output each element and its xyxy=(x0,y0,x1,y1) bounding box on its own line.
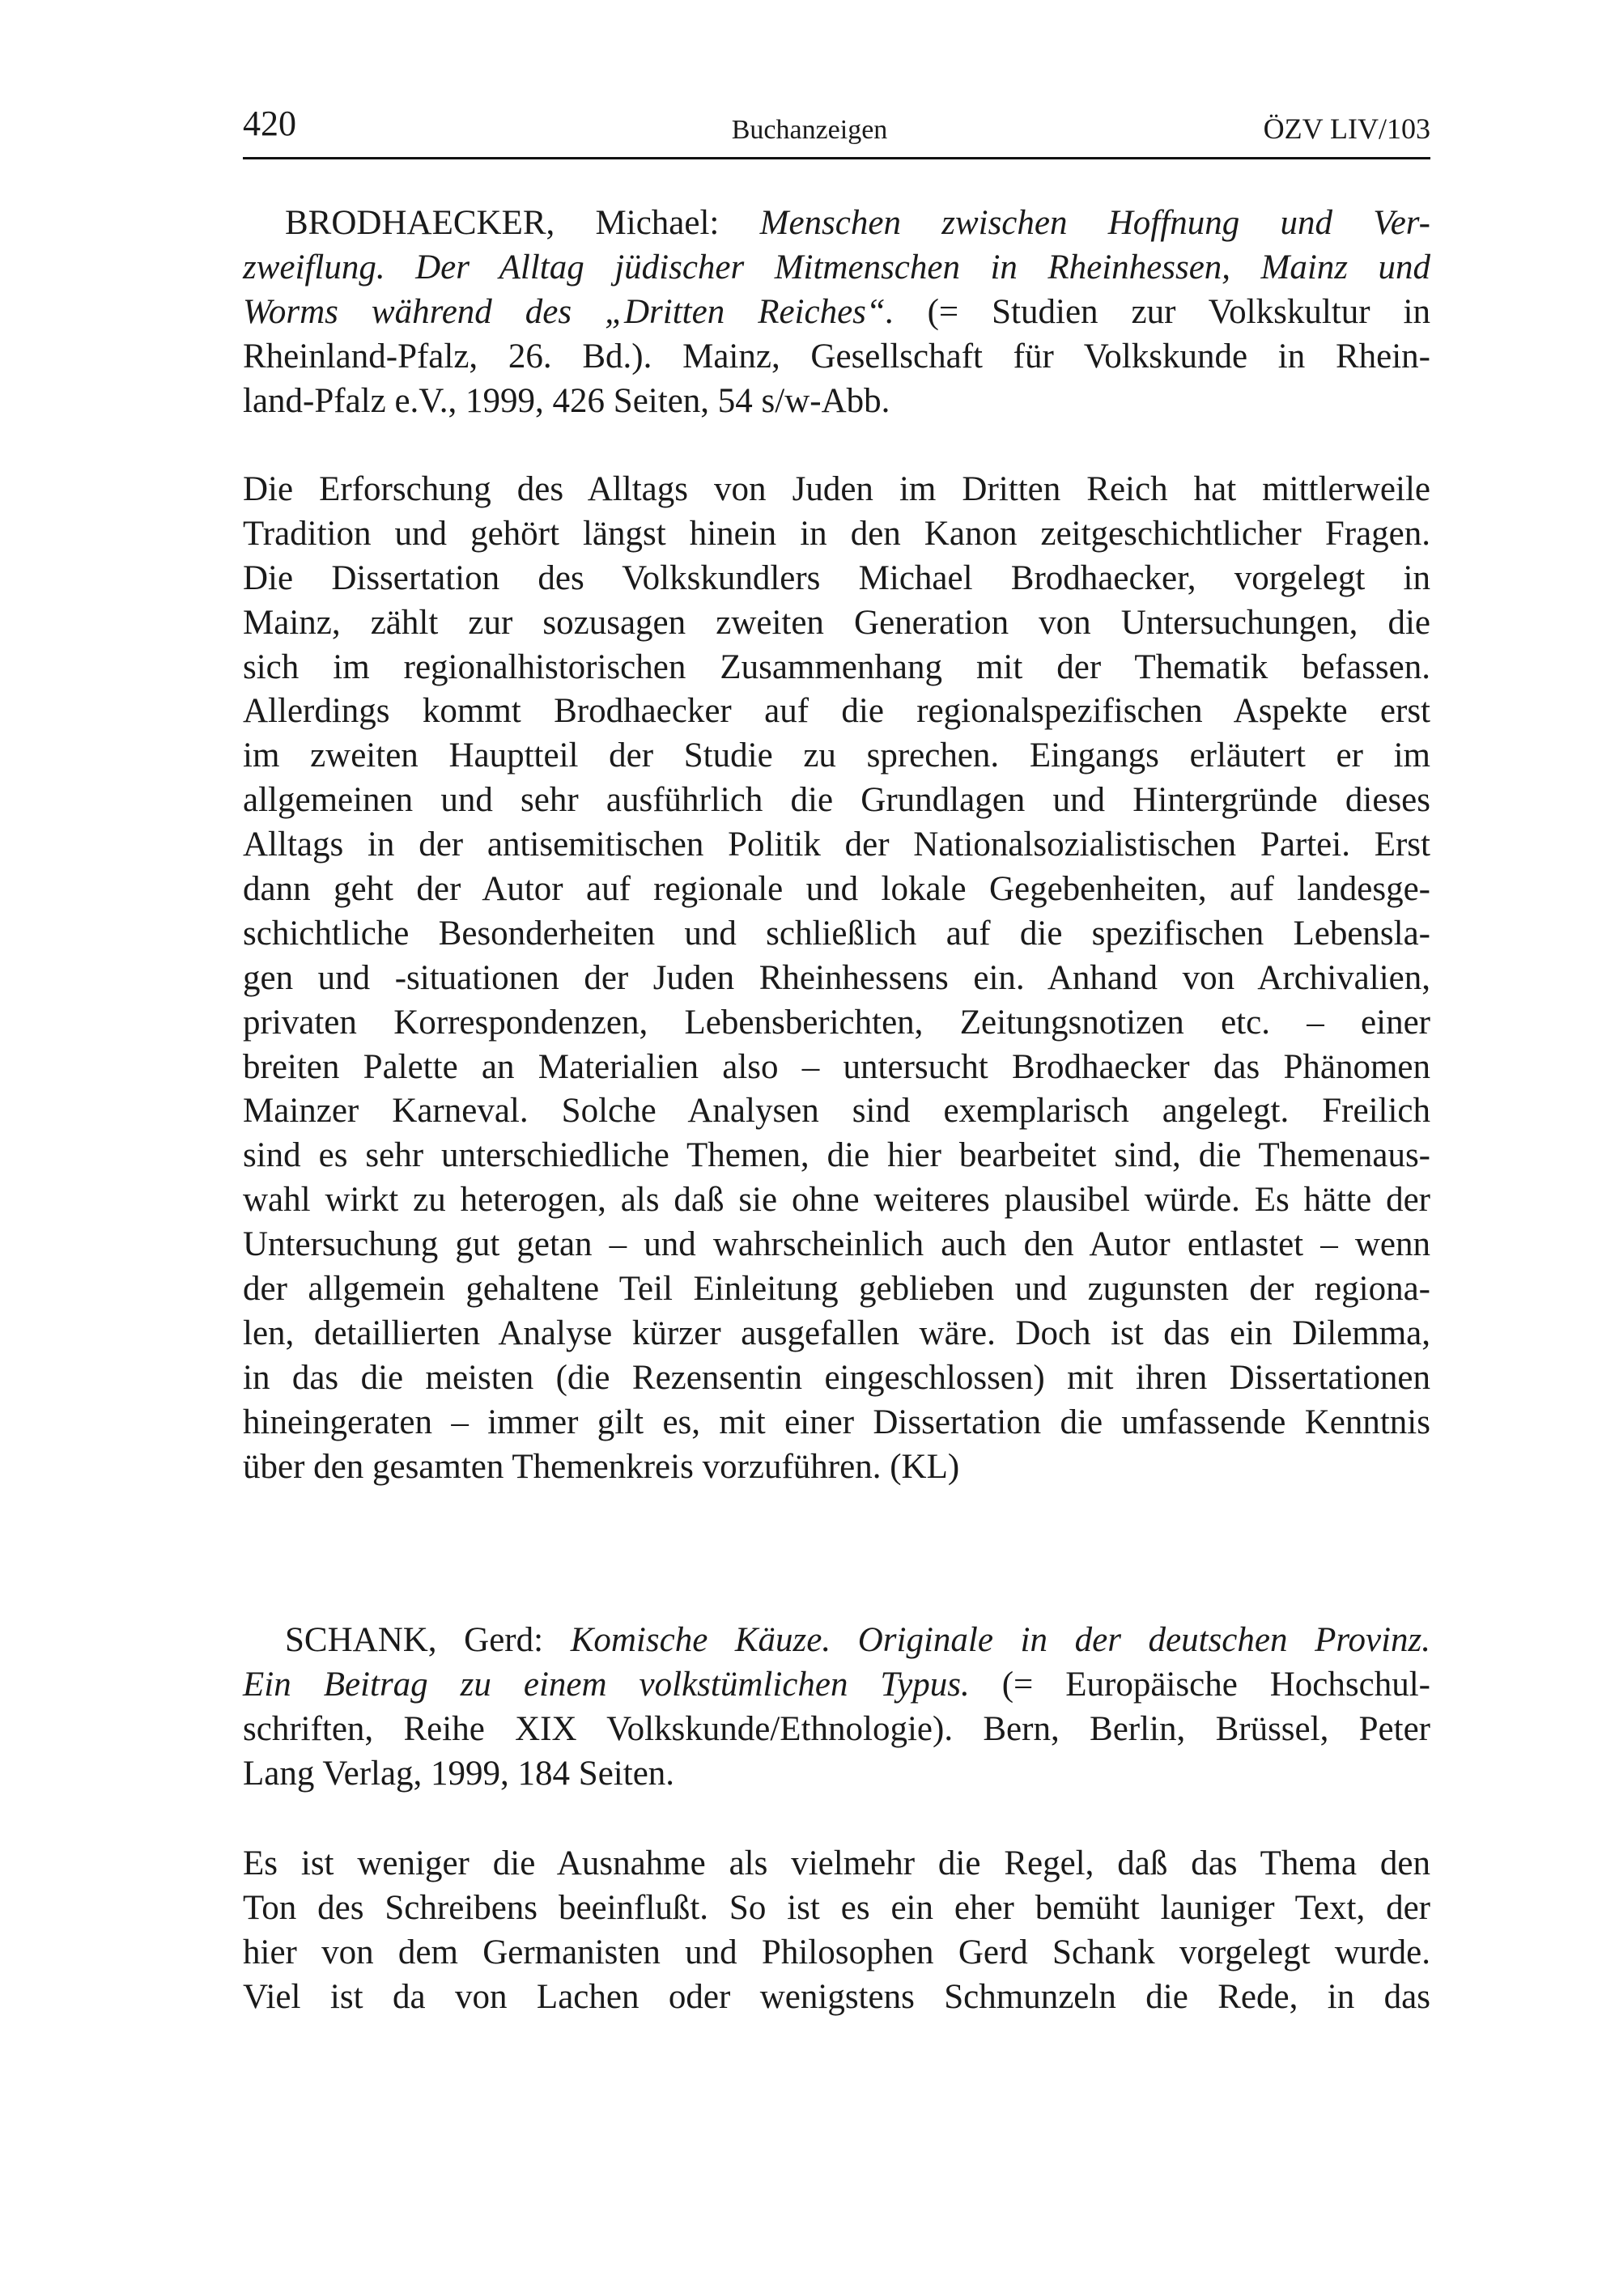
body-line xyxy=(243,1445,1430,1490)
body-line xyxy=(243,823,1430,868)
citation-line xyxy=(243,246,1430,291)
text-segment: Lang Verlag, 1999, 184 Seiten. xyxy=(243,1754,675,1793)
text-segment: BRODHAECKER, Michael: xyxy=(285,204,760,242)
citation-line-text xyxy=(243,1710,1430,1748)
body-line xyxy=(243,601,1430,646)
citation-line-text xyxy=(285,1621,1430,1659)
body-line-text: Die Dissertation des Volkskundlers Michael Brodhaecker, vorgelegt in xyxy=(243,558,1430,597)
body-line-text: Mainzer Karneval. Solche Analysen sind exemplarisch angelegt. Freilich xyxy=(243,1092,1430,1131)
body-line-text: Es ist weniger die Ausnahme als vielmehr die Regel, daß das Thema den xyxy=(243,1844,1430,1882)
body-line-text: der allgemein gehaltene Teil Einleitung geblieben und zugunsten der regiona- xyxy=(243,1270,1430,1309)
body-line xyxy=(243,1931,1430,1976)
body-line xyxy=(243,912,1430,957)
body-line-text: schichtliche Besonderheiten und schließlich auf die spezifischen Lebensla- xyxy=(243,914,1430,953)
body-line-text: privaten Korrespondenzen, Lebensberichten, Zeitungsnotizen etc. – einer xyxy=(243,1003,1430,1042)
body-line-text: Allerdings kommt Brodhaecker auf die regionalspezifischen Aspekte erst xyxy=(243,692,1430,731)
citation-brodhaecker xyxy=(243,202,1430,423)
body-line-text: allgemeinen und sehr ausführlich die Grundlagen und Hintergründe dieses xyxy=(243,781,1430,820)
citation-line xyxy=(243,335,1430,380)
citation-line xyxy=(243,202,1430,246)
body-line-text: dann geht der Autor auf regionale und lokale Gegebenheiten, auf landesge- xyxy=(243,870,1430,909)
text-segment: SCHANK, Gerd: xyxy=(285,1621,571,1659)
body-line xyxy=(243,1401,1430,1445)
body-line xyxy=(243,512,1430,557)
title-segment: Komische Käuze. Originale in der deutschen Provinz. xyxy=(570,1621,1431,1659)
title-segment: Worms während des „Dritten Reiches“. xyxy=(243,292,894,331)
running-title: Buchanzeigen xyxy=(731,115,888,145)
body-line xyxy=(243,1089,1430,1134)
body-line xyxy=(243,1001,1430,1046)
body-line xyxy=(243,957,1430,1001)
body-line-text: gen und -situationen der Juden Rheinhessens ein. Anhand von Archivalien, xyxy=(243,958,1430,997)
body-line xyxy=(243,734,1430,779)
body-line xyxy=(243,868,1430,912)
citation-line-text xyxy=(243,337,1430,376)
citation-line-text xyxy=(243,1755,674,1793)
title-segment: zweiflung. Der Alltag jüdischer Mitmenschen in Rheinhessen, Mainz und xyxy=(243,248,1430,286)
review-body-schank xyxy=(243,1842,1430,2020)
body-line xyxy=(243,1312,1430,1356)
text-segment: (= Europäische Hochschul- xyxy=(969,1665,1430,1704)
body-line xyxy=(243,557,1430,601)
journal-volume: ÖZV LIV/103 xyxy=(1263,112,1430,145)
citation-line xyxy=(243,1708,1430,1752)
body-line-text: sind es sehr unterschiedliche Themen, die hier bearbeitet sind, die Themenaus- xyxy=(243,1136,1430,1175)
body-line-text: hineingeraten – immer gilt es, mit einer Dissertation die umfassende Kenntnis xyxy=(243,1403,1430,1441)
citation-line xyxy=(243,1619,1430,1663)
citation-line-text xyxy=(243,248,1430,286)
body-line xyxy=(243,468,1430,512)
citation-line-text xyxy=(243,382,890,420)
body-line-text: sich im regionalhistorischen Zusammenhang mit der Thematik befassen. xyxy=(243,647,1430,686)
body-line xyxy=(243,1886,1430,1931)
header-rule xyxy=(243,157,1430,159)
body-line-text: wahl wirkt zu heterogen, als daß sie ohne weiteres plausibel würde. Es hätte der xyxy=(243,1181,1430,1220)
body-line-text: Viel ist da von Lachen oder wenigstens Schmunzeln die Rede, in das xyxy=(243,1977,1430,2016)
review-body-brodhaecker xyxy=(243,468,1430,1489)
body-line-text: im zweiten Hauptteil der Studie zu sprechen. Eingangs erläutert er im xyxy=(243,736,1430,775)
body-line xyxy=(243,1976,1430,2020)
body-line xyxy=(243,1046,1430,1090)
citation-line xyxy=(243,291,1430,335)
citation-schank xyxy=(243,1619,1430,1797)
body-line xyxy=(243,1267,1430,1312)
text-segment: land-Pfalz e.V., 1999, 426 Seiten, 54 s/w-Abb. xyxy=(243,381,890,420)
citation-line xyxy=(243,1663,1430,1708)
citation-line-text xyxy=(243,293,1430,331)
body-line-text: Alltags in der antisemitischen Politik der Nationalsozialistischen Partei. Erst xyxy=(243,825,1430,864)
body-line-text: Untersuchung gut getan – und wahrscheinlich auch den Autor entlastet – wenn xyxy=(243,1225,1430,1264)
citation-line-text xyxy=(285,204,1430,242)
body-line-text: breiten Palette an Materialien also – untersucht Brodhaecker das Phänomen xyxy=(243,1047,1430,1086)
body-line xyxy=(243,1356,1430,1401)
text-segment: (= Studien zur Volkskultur in xyxy=(894,292,1430,331)
page-number: 420 xyxy=(243,104,296,143)
body-line-text: len, detaillierten Analyse kürzer ausgefallen wäre. Doch ist das ein Dilemma, xyxy=(243,1314,1430,1352)
body-line-text: Mainz, zählt zur sozusagen zweiten Generation von Untersuchungen, die xyxy=(243,603,1430,642)
title-segment: Menschen zwischen Hoffnung und Ver- xyxy=(759,204,1430,242)
text-segment: schriften, Reihe XIX Volkskunde/Ethnologie). Bern, Berlin, Brüssel, Peter xyxy=(243,1709,1430,1748)
citation-line xyxy=(243,380,1430,424)
body-line-text: über den gesamten Themenkreis vorzuführen. (KL) xyxy=(243,1447,960,1486)
body-line-text: hier von dem Germanisten und Philosophen Gerd Schank vorgelegt wurde. xyxy=(243,1933,1430,1971)
body-line xyxy=(243,1223,1430,1267)
body-line xyxy=(243,690,1430,734)
body-line xyxy=(243,646,1430,690)
body-line xyxy=(243,1134,1430,1178)
body-line-text: Ton des Schreibens beeinflußt. So ist es ein eher bemüht launiger Text, der xyxy=(243,1888,1430,1927)
body-line xyxy=(243,1842,1430,1886)
body-line xyxy=(243,779,1430,823)
text-segment: Rheinland-Pfalz, 26. Bd.). Mainz, Gesellschaft für Volkskunde in Rhein- xyxy=(243,337,1430,376)
citation-line-text xyxy=(243,1666,1430,1704)
title-segment: Ein Beitrag zu einem volkstümlichen Typus. xyxy=(243,1665,970,1704)
body-line-text: Tradition und gehört längst hinein in den Kanon zeitgeschichtlicher Fragen. xyxy=(243,514,1430,553)
citation-line xyxy=(243,1752,1430,1797)
body-line-text: in das die meisten (die Rezensentin eingeschlossen) mit ihren Dissertationen xyxy=(243,1358,1430,1397)
body-line-text: Die Erforschung des Alltags von Juden im Dritten Reich hat mittlerweile xyxy=(243,470,1430,508)
body-line xyxy=(243,1178,1430,1223)
